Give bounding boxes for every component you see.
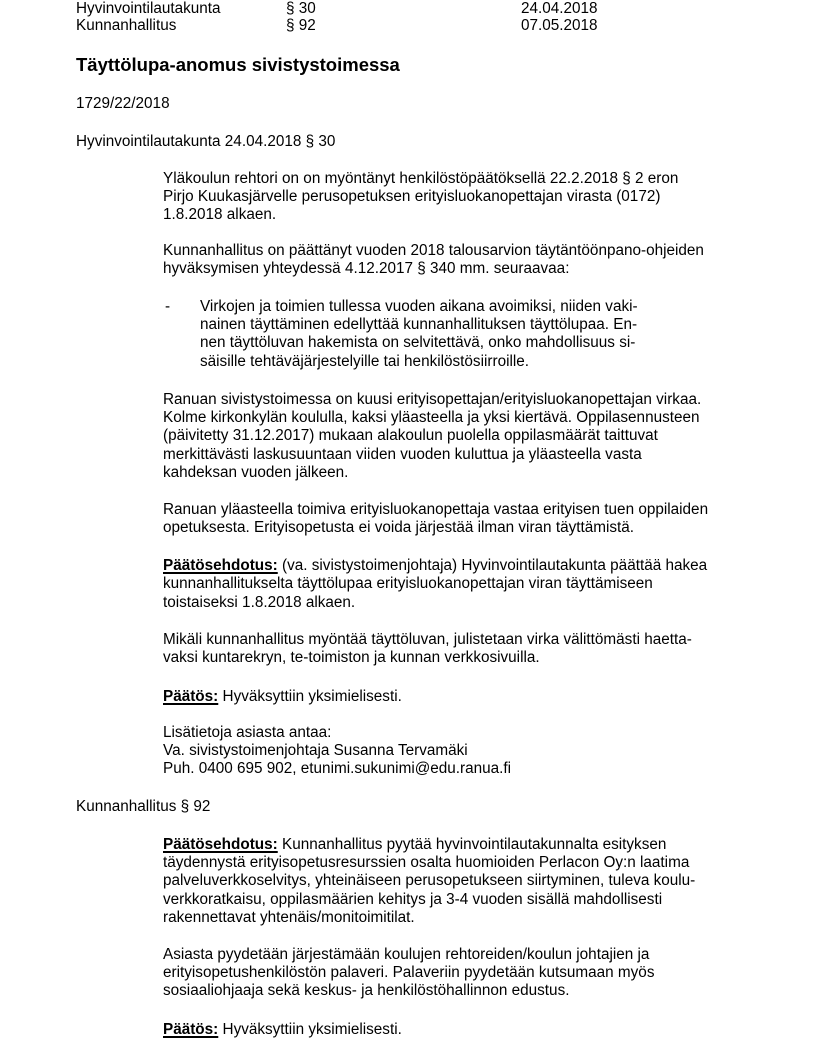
text-line: palveluverkkoselvitys, yhteinäiseen perusopetukseen siirtyminen, tuleva koulu- — [163, 872, 696, 890]
proposal-text: Kunnanhallitus pyytää hyvinvointilautakunnalta esityksen — [277, 836, 667, 853]
text-line: (päivitetty 31.12.2017) mukaan alakoulun puolella oppilasmäärät taittuvat — [163, 427, 658, 445]
text-line: Yläkoulun rehtori on on myöntänyt henkilöstöpäätöksellä 22.2.2018 § 2 eron — [163, 170, 679, 187]
text-line: kahdeksan vuoden jälkeen. — [163, 463, 349, 481]
text-line: erityisopetushenkilöstön palaveri. Palaveriin pyydetään kutsumaan myös — [163, 964, 655, 982]
proposal-text: (va. sivistystoimenjohtaja) Hyvinvointilautakunta päättää hakea — [277, 557, 708, 574]
text-line: Va. sivistystoimenjohtaja Susanna Tervamäki — [163, 742, 468, 760]
section1-paragraph-3 — [163, 391, 753, 482]
document-title: Täyttölupa-anomus sivistystoimessa — [76, 54, 400, 75]
section1-paragraph-2 — [163, 242, 753, 278]
text-line: hyväksymisen yhteydessä 4.12.2017 § 340 mm. seuraavaa: — [163, 260, 570, 278]
text-line: opetuksesta. Erityisopetusta ei voida järjestää ilman viran täyttämistä. — [163, 519, 635, 537]
text-line: Asiasta pyydetään järjestämään koulujen rehtoreiden/koulun johtajien ja — [163, 946, 650, 963]
header-section: § 30 — [286, 0, 316, 17]
decision-label: Päätös: — [163, 1021, 219, 1038]
proposal-first-line — [163, 836, 753, 854]
text-line: nainen täyttäminen edellyttää kunnanhallituksen täyttölupaa. En- — [200, 316, 638, 334]
text-line: Mikäli kunnanhallitus myöntää täyttöluvan, julistetaan virka välittömästi haetta- — [163, 631, 692, 648]
text-line: toistaiseksi 1.8.2018 alkaen. — [163, 594, 356, 612]
proposal-label: Päätösehdotus: — [163, 836, 278, 853]
section2-decision — [163, 1021, 753, 1039]
proposal-label: Päätösehdotus: — [163, 557, 278, 574]
text-line: Puh. 0400 695 902, etunimi.sukunimi@edu.ranua.fi — [163, 760, 512, 778]
text-line: säisille tehtäväjärjestelyille tai henkilöstösiirroille. — [200, 352, 530, 370]
section1-heading: Hyvinvointilautakunta 24.04.2018 § 30 — [76, 133, 336, 150]
section1-decision — [163, 688, 753, 706]
text-line: täydennystä erityisopetusresurssien osalta huomioiden Perlacon Oy:n laatima — [163, 854, 690, 872]
section2-heading: Kunnanhallitus § 92 — [76, 798, 211, 815]
section2-paragraph-1 — [163, 946, 753, 1001]
text-line: nen täyttöluvan hakemista on selvitettävä, onko mahdollisuus si- — [200, 334, 636, 352]
text-line: Ranuan yläasteella toimiva erityisluokanopettaja vastaa erityisen tuen oppilaiden — [163, 501, 709, 518]
text-line: Ranuan sivistystoimessa on kuusi erityisopettajan/erityisluokanopettajan virkaa. — [163, 391, 702, 408]
proposal-first-line — [163, 557, 753, 575]
text-line: Pirjo Kuukasjärvelle perusopetuksen erityisluokanopettajan virasta (0172) — [163, 188, 661, 206]
bullet-marker: - — [165, 298, 171, 315]
decision-text: Hyväksyttiin yksimielisesti. — [218, 1021, 402, 1038]
header-date: 07.05.2018 — [521, 17, 598, 34]
header-date: 24.04.2018 — [521, 0, 598, 17]
section1-paragraph-5 — [163, 631, 753, 667]
text-line: rakennettavat yhtenäis/monitoimitilat. — [163, 908, 415, 926]
decision-text: Hyväksyttiin yksimielisesti. — [218, 688, 402, 705]
text-line: merkittävästi laskusuuntaan viiden vuoden kuluttua ja yläasteella vasta — [163, 445, 642, 463]
section1-paragraph-4 — [163, 501, 753, 537]
header-body: Hyvinvointilautakunta — [76, 0, 221, 17]
text-line: Kunnanhallitus on päättänyt vuoden 2018 talousarvion täytäntöönpano-ohjeiden — [163, 242, 704, 259]
text-line: Virkojen ja toimien tullessa vuoden aikana avoimiksi, niiden vaki- — [200, 298, 638, 315]
text-line: verkkoratkaisu, oppilasmäärien kehitys ja 3-4 vuoden sisällä mahdollisesti — [163, 890, 663, 908]
bullet-text — [200, 298, 638, 371]
text-line: sosiaaliohjaaja sekä keskus- ja henkilöstöhallinnon edustus. — [163, 982, 570, 1000]
section1-proposal — [163, 557, 753, 613]
section2-proposal — [163, 836, 753, 927]
text-line: 1.8.2018 alkaen. — [163, 206, 277, 224]
section1-paragraph-1 — [163, 170, 753, 225]
text-line: kunnanhallitukselta täyttölupaa erityisluokanopettajan viran täyttämiseen — [163, 575, 653, 593]
decision-label: Päätös: — [163, 688, 219, 705]
text-line: vaksi kuntarekryn, te-toimiston ja kunnan verkkosivuilla. — [163, 649, 540, 667]
text-line: Lisätietoja asiasta antaa: — [163, 724, 332, 741]
text-line: Kolme kirkonkylän koululla, kaksi yläasteella ja yksi kiertävä. Oppilasennusteen — [163, 409, 700, 427]
record-number: 1729/22/2018 — [76, 95, 170, 112]
header-body: Kunnanhallitus — [76, 17, 177, 34]
header-section: § 92 — [286, 17, 316, 34]
contact-info — [163, 724, 753, 779]
